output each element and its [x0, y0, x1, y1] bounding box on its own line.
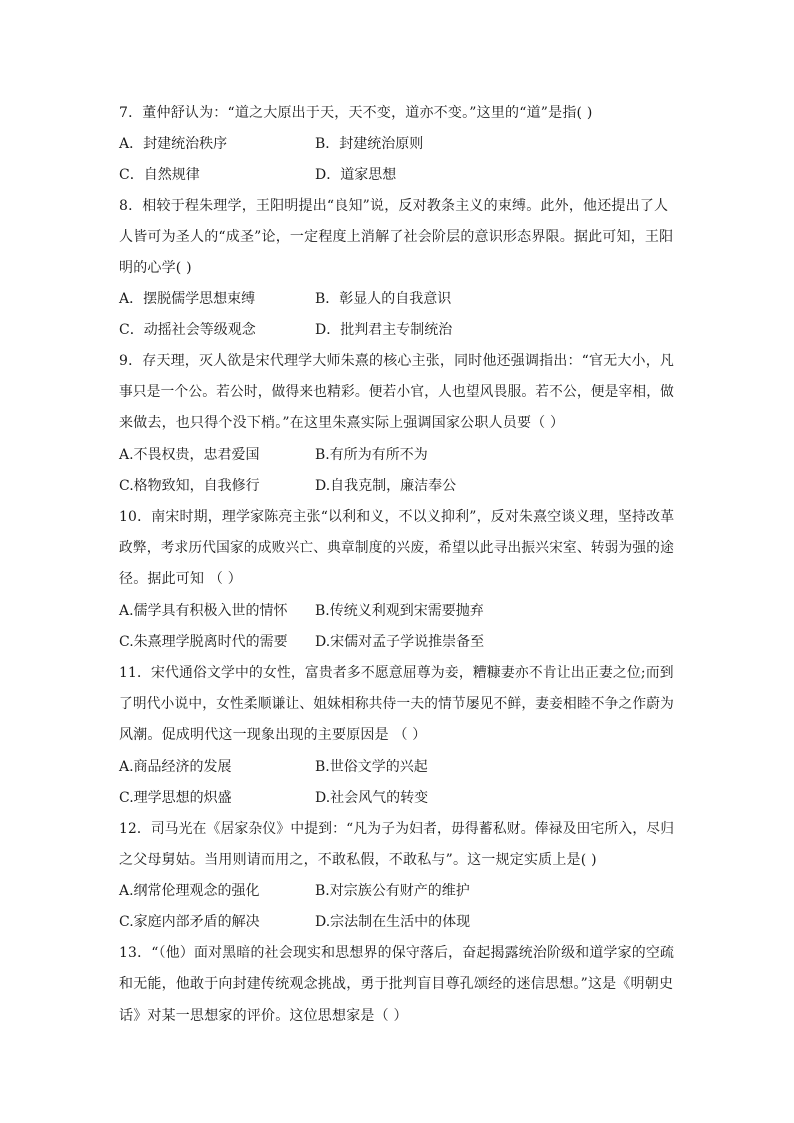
question-8-line-3: 明的心学( ) — [119, 260, 192, 276]
question-7-option-b: B．封建统治原则 — [315, 136, 424, 152]
question-7-line-1: 7．董仲舒认为：“道之大原出于天，天不变，道亦不变。”这里的“道”是指( ) — [119, 105, 593, 121]
question-12-option-b: B.对宗族公有财产的维护 — [315, 883, 470, 899]
question-10-option-d: D.宋儒对孟子学说推崇备至 — [315, 634, 485, 650]
question-13-line-1: 13．“（他）面对黑暗的社会现实和思想界的保守落后，奋起揭露统治阶级和道学家的空疏 — [119, 945, 675, 961]
question-11-line-3: 风潮。促成明代这一现象出现的主要原因是 （ ） — [119, 727, 427, 743]
question-8-option-a: A．摆脱儒学思想束缚 — [119, 291, 256, 307]
question-9-line-1: 9．存天理，灭人欲是宋代理学大师朱熹的核心主张，同时他还强调指出：“官无大小，凡 — [119, 353, 675, 369]
question-9-line-2: 事只是一个公。若公时，做得来也精彩。便若小官，人也望风畏服。若不公，便是宰相，做 — [119, 384, 674, 400]
question-7-option-a: A．封建统治秩序 — [119, 136, 228, 152]
question-10-option-a: A.儒学具有积极入世的情怀 — [119, 603, 288, 619]
question-13-line-3: 话》对某一思想家的评价。这位思想家是（ ） — [119, 1008, 408, 1024]
question-12-option-a: A.纲常伦理观念的强化 — [119, 883, 260, 899]
question-12-option-c: C.家庭内部矛盾的解决 — [119, 914, 260, 930]
question-10-line-2: 政弊，考求历代国家的成败兴亡、典章制度的兴废，希望以此寻出振兴宋室、转弱为强的途 — [119, 540, 674, 556]
question-7-option-d: D．道家思想 — [315, 167, 397, 183]
question-8-line-2: 人皆可为圣人的“成圣”论，一定程度上消解了社会阶层的意识形态界限。据此可知，王阳 — [119, 229, 674, 245]
question-11-option-a: A.商品经济的发展 — [119, 759, 232, 775]
question-11-option-c: C.理学思想的炽盛 — [119, 790, 232, 806]
question-7-option-c: C．自然规律 — [119, 167, 200, 183]
question-10-option-c: C.朱熹理学脱离时代的需要 — [119, 634, 288, 650]
question-8-option-b: B．彰显人的自我意识 — [315, 291, 452, 307]
question-12-line-2: 之父母舅姑。当用则请而用之，不敢私假，不敢私与”。这一规定实质上是( ) — [119, 852, 597, 868]
question-11-option-d: D.社会风气的转变 — [315, 790, 429, 806]
question-13-line-2: 和无能，他敢于向封建传统观念挑战，勇于批判盲目尊孔颂经的迷信思想。”这是《明朝史 — [119, 976, 674, 992]
question-9-option-d: D.自我克制，廉洁奉公 — [315, 478, 457, 494]
question-11-line-1: 11．宋代通俗文学中的女性，富贵者多不愿意屈尊为妾，糟糠妻亦不肯让出正妻之位;而到 — [119, 665, 674, 681]
question-12-option-d: D.宗法制在生活中的体现 — [315, 914, 471, 930]
question-11-option-b: B.世俗文学的兴起 — [315, 759, 428, 775]
question-8-line-1: 8．相较于程朱理学，王阳明提出“良知”说，反对教条主义的束缚。此外，他还提出了人 — [119, 198, 669, 214]
question-11-line-2: 了明代小说中，女性柔顺谦让、姐妹相称共侍一夫的情节屡见不鲜，妻妾相睦不争之作蔚为 — [119, 696, 674, 712]
question-10-line-3: 径。据此可知 （ ） — [119, 571, 242, 587]
question-12-line-1: 12．司马光在《居家杂仪》中提到：“凡为子为妇者，毋得蓄私财。俸禄及田宅所入，尽归 — [119, 821, 675, 837]
question-9-option-b: B.有所为有所不为 — [315, 447, 428, 463]
question-10-line-1: 10．南宋时期，理学家陈亮主张“以利和义，不以义抑利”，反对朱熹空谈义理，坚持改革 — [119, 509, 675, 525]
question-9-option-c: C.格物致知，自我修行 — [119, 478, 260, 494]
question-8-option-d: D．批判君主专制统治 — [315, 322, 453, 338]
question-9-line-3: 来做去，也只得个没下梢。”在这里朱熹实际上强调国家公职人员要（ ） — [119, 415, 565, 431]
question-8-option-c: C．动摇社会等级观念 — [119, 322, 256, 338]
question-10-option-b: B.传统义利观到宋需要抛弃 — [315, 603, 484, 619]
question-9-option-a: A.不畏权贵，忠君爱国 — [119, 447, 260, 463]
